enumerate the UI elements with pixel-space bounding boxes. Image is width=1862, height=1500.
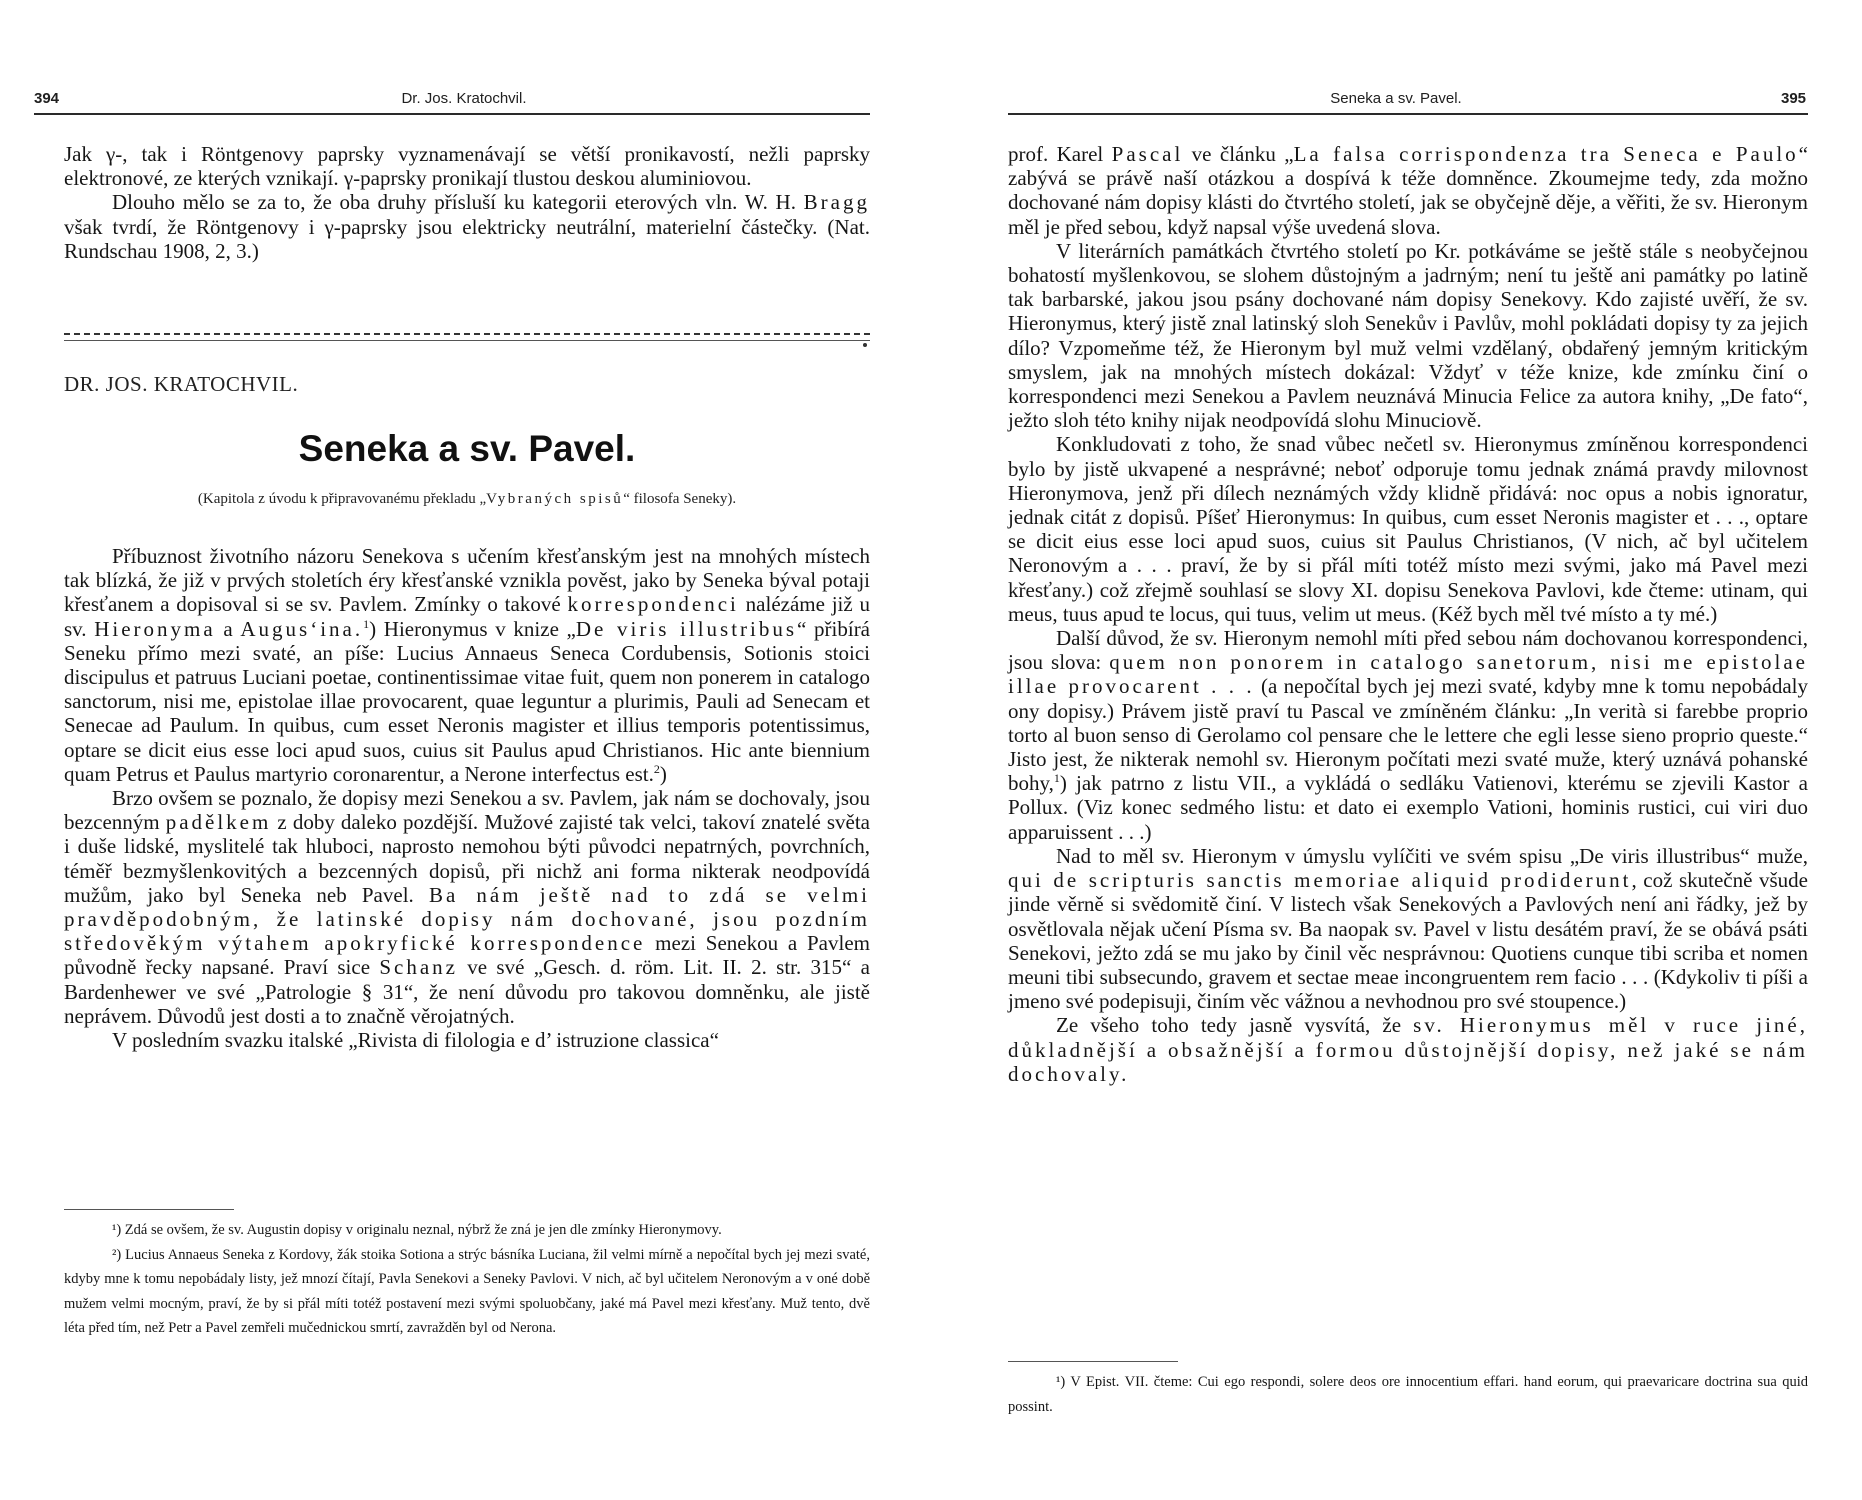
footnote-rule-right xyxy=(1008,1361,1178,1362)
section-divider-thin xyxy=(64,340,870,341)
page-number-left: 394 xyxy=(34,90,60,107)
footnote: ¹) V Epist. VII. čteme: Cui ego respondi, solere deos ore innocentium effari. hand eorum, qui praevaricare doctrina sua quid possint. xyxy=(1008,1374,1808,1415)
paragraph: prof. Karel Pascal ve článku „La falsa corrispondenza tra Seneca e Paulo“ zabývá se právě naší otázkou a dospívá k téže domněnce. Zkoumejme tedy, zda možno dochované nám dopisy klásti do čtvrtého století, jak se obyčejně děje, a věřiti, že sv. Hieronym měl je před sebou, když napsal výše uvedená slova. xyxy=(1008,142,1808,239)
ink-dot xyxy=(863,343,867,347)
footnote: ²) Lucius Annaeus Seneka z Kordovy, žák stoika Sotiona a strýc básníka Luciana, žil velmi mírně a nepočítal bych jej mezi svaté, kdyby mne k tomu nepobádaly listy, jež mnozí čítají, Pavla Senekovi a Seneky Pavlovi. V nich, ač byl učitelem Neronovým a v oné době mužem velmi mocným, praví, že by si přál míti totéž postavení mezi svými spoluobčany, jaké má Pavel mezi křesťany. Muž tento, dvě léta před tím, než Petr a Pavel zemřeli mučednickou smrtí, zavražděn byl od Nerona. xyxy=(64,1246,870,1336)
paragraph: Konkludovati z toho, že snad vůbec nečetl sv. Hieronymus zmíněnou korrespondenci bylo by jistě ukvapené a nesprávné; neboť odporuje tomu jednak známá pravdy milovnost Hieronymova, jenž při dílech neznámých vždy klidně přidává: noc opus a nobis ignoratur, jednak citát z dopisů. Píšeť Hieronymus: In quibus, cum esset Neronis magister et . . ., optare se dicit eius esse loci apud suos, cuius sit Paulus Christianos, (V nich, ač byl učitelem Neronovým a . . . praví, že by si přál míti totéž místo mezi svými, jako má Pavel mezi křesťany.) což zřejmě souhlasí se slovy XI. dopisu Senekova Pavlovi, kde čteme: utinam, qui meus, tuus apud te locus, qui tuus, velim ut meus. (Kéž bych měl tvé místo a ty mé.) xyxy=(1008,432,1808,626)
running-head-right xyxy=(931,88,1862,110)
paragraph: V posledním svazku italské „Rivista di filologia e d’ istruzione classica“ xyxy=(112,1028,719,1053)
header-rule-left xyxy=(34,113,870,115)
footnote: ¹) Zdá se ovšem, že sv. Augustin dopisy v originalu neznal, nýbrž že zná je jen dle zmínky Hieronymovy. xyxy=(112,1222,722,1238)
paragraph: Další důvod, že sv. Hieronym nemohl míti před sebou nám dochovanou korrespondenci, jsou slova: quem non ponorem in catalogo sanetorum, nisi me epistolae illae provocarent . . . (a nepočítal bych jej mezi svaté, kdyby mne k tomu nepobádaly ony dopisy.) Právem jistě praví tu Pascal ve zmíněném článku: „In verità si farebbe proprio torto al buon senso di Gerolamo col pensare che le lettere che egli lesse sieno proprio queste.“ Jisto jest, že nikterak nemohl sv. Hieronym počítati mezi svaté muže, který uznává pohanské bohy,$^1$) jak patrno z listu VII., a vykládá o sedláku Vatienovi, kterému se zjevili Kastor a Pollux. (Viz konec sedmého listu: et dato ei exemplo Vationi, hominis rustici, cui viri duo apparuissent . . .) xyxy=(1008,626,1808,844)
paragraph: V literárních památkách čtvrtého století po Kr. potkáváme se ještě stále s neobyčejnou bohatostí myšlenkovou, se slohem důstojným a jadrným; není tu ještě ani památky po latině tak barbarské, jakou jsou psány dochované nám dopisy Senekovy. Kdo zajisté uvěří, že sv. Hieronymus, který jistě znal latinský sloh Senekův i Pavlův, mohl pokládati dopisy ty za jejich dílo? Vzpomeňme též, že Hieronym byl muž velmi vzdělaný, obdařený jemným kritickým smyslem, jak na mnohých místech dokázal: Vždyť v téže knize, kde zmínku činí o korrespondenci mezi Senekou a Pavlem neuznává Minucia Felice za autora knihy, „De fato“, ježto sloh této knihy nijak neodpovídá slohu Minuciově. xyxy=(1008,238,1808,433)
right-main-text xyxy=(1008,142,1808,1086)
paragraph: Ze všeho toho tedy jasně vysvítá, že sv. Hieronymus měl v ruce jiné, důkladnější a obsažnější a formou důstojnější dopisy, než jaké se nám dochovaly. xyxy=(1008,1013,1808,1086)
paragraph: Brzo ovšem se poznalo, že dopisy mezi Senekou a sv. Pavlem, jak nám se dochovaly, jsou bezcenným padělkem z doby daleko pozdější. Mužové zajisté tak velci, takoví znatelé světa i duše lidské, myslitelé tak hluboci, naprosto nemohou býti původci nepatrných, povrchních, téměř bezmyšlenkovitých a bezcenných dopisů, při nichž ani forma nikterak neodpovídá mužům, jako byl Seneka neb Pavel. Ba nám ještě nad to zdá se velmi pravděpodobným, že latinské dopisy nám dochované, jsou pozdním středověkým výtahem apokryfické korrespondence mezi Senekou a Pavlem původně řecky napsané. Praví sice Schanz ve své „Gesch. d. röm. Lit. II. 2. str. 315“ a Bardenhewer ve své „Patrologie § 31“, že není důvodu pro takovou domněnku, ale jistě neprávem. Důvodů jest dosti a to značně věrojatných. xyxy=(64,786,870,1028)
article-author: DR. JOS. KRATOCHVIL. xyxy=(64,372,299,396)
header-rule-right xyxy=(1008,113,1808,115)
paragraph: Jak γ-, tak i Röntgenovy paprsky vyznamenávají se větší pronikavostí, nežli paprsky elektronové, ze kterých vznikají. γ-paprsky pronikají tlustou deskou aluminiovou. xyxy=(64,142,870,191)
footnote-rule-left xyxy=(64,1209,234,1210)
running-head-left xyxy=(0,88,931,110)
paragraph: Příbuznost životního názoru Senekova s učením křesťanským jest na mnohých místech tak blízká, že již v prvých stoletích éry křesťanské vznikla pověst, jako by Seneka býval potaji křesťanem a dopisoval si se sv. Pavlem. Zmínky o takové korrespondenci nalézáme již u sv. Hieronyma a Augus‘ina.$^1$) Hieronymus v knize „De viris illustribus“ přibírá Seneku přímo mezi svaté, an píše: Lucius Annaeus Seneca Cordubensis, Sotionis stoici discipulus et patruus Luciani poetae, continentissimae vitae fuit, quem non ponerem in catalogo sanctorum, nisi me, epistolae illae provocarent, quae leguntur a plurimis, Pauli ad Senecam et Senecae ad Paulum. In quibus, cum esset Neronis magister et illius temporis potentissimus, optare se dicit eius esse loci apud suos, cuius sit Paulus apud Christianos. Hic ante biennium quam Petrus et Paulus martyrio coronarentur, a Nerone interfectus est.$^2$) xyxy=(64,544,871,786)
left-main-text xyxy=(64,544,870,1052)
footnotes-left xyxy=(64,1218,870,1341)
paragraph: Nad to měl sv. Hieronym v úmyslu vylíčiti ve svém spisu „De viris illustribus“ muže, qui de scripturis sanctis memoriae aliquid prodiderunt, což skutečně všude jinde věrně si svědomitě činí. V listech však Senekových a Pavlových není ani řádky, jež by osvětlovala nějak učení Písma sv. Ba naopak sv. Pavel v listu desátém praví, že se obává psáti Senekovi, ježto zdá se mu jako by činil věc nesprávnou: Quotiens cunque tibi scriba et nomen meuni tibi subsecundo, gravem et sectae meae incongruentem rem facio . . . (Kdykoliv ti píši a jmeno své podepisuji, činím věc vážnou a nevhodnou pro své stoupence.) xyxy=(1008,843,1808,1014)
page-number-right: 395 xyxy=(1781,90,1807,107)
footnotes-right xyxy=(1008,1370,1808,1419)
running-head-title-left: Dr. Jos. Kratochvil. xyxy=(401,90,527,107)
article-subtitle: (Kapitola z úvodu k připravovanému překladu „Vybraných spisů“ filosofa Seneky). xyxy=(197,491,737,507)
section-divider xyxy=(64,333,870,335)
right-page xyxy=(931,0,1862,1500)
article-title: Seneka a sv. Pavel. xyxy=(298,428,636,469)
left-top-text xyxy=(64,142,870,263)
paragraph: Dlouho mělo se za to, že oba druhy přísluší ku kategorii eterových vln. W. H. Bragg však tvrdí, že Röntgenovy i γ-paprsky jsou elektricky neutrální, materielní částečky. (Nat. Rundschau 1908, 2, 3.) xyxy=(64,190,870,263)
running-head-title-right: Seneka a sv. Pavel. xyxy=(1330,90,1462,107)
